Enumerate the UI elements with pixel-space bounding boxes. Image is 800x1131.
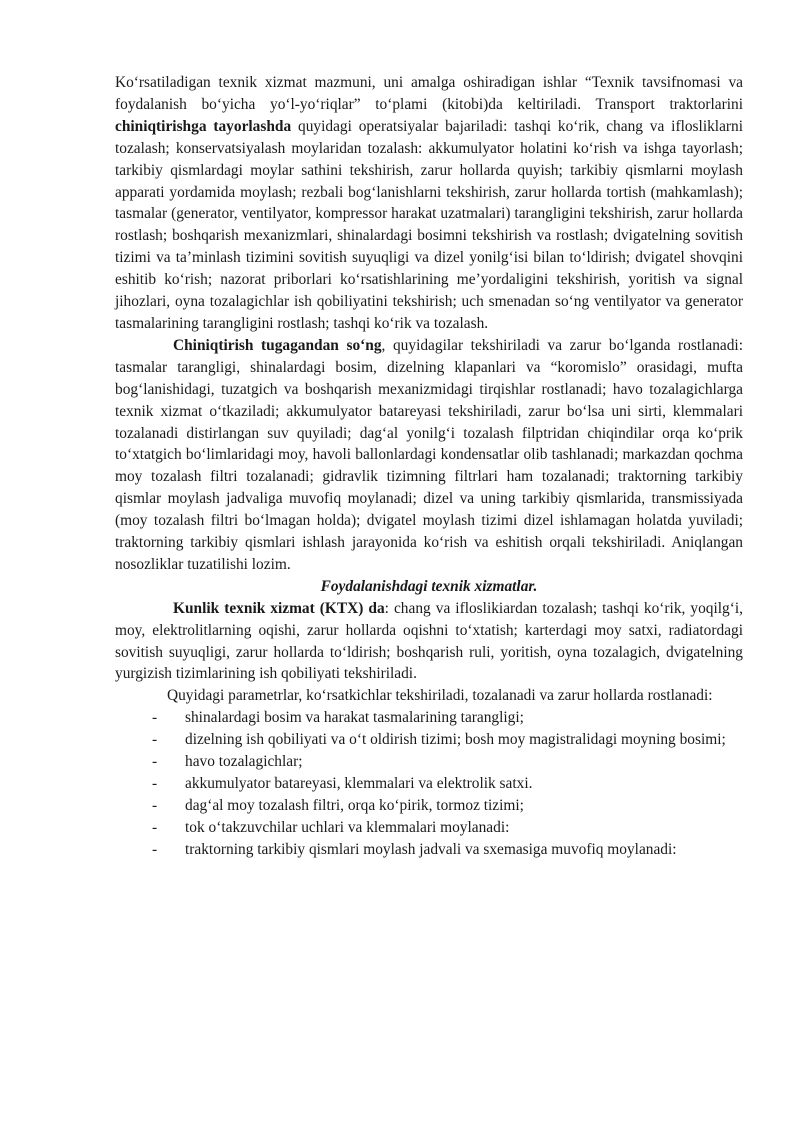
list-item-text: havo tozalagichlar; — [185, 753, 303, 771]
paragraph-after-hardening — [115, 335, 743, 576]
list-item — [115, 751, 743, 773]
list-item-text: tok oʻtakzuvchilar uchlari va klemmalari moylanadi: — [185, 818, 510, 836]
list-dash: - — [152, 709, 158, 727]
list-item — [115, 839, 743, 861]
list-item-text: traktorning tarkibiy qismlari moylash jadvali va sxemasiga muvofiq moylanadi: — [185, 840, 677, 858]
list-dash: - — [152, 753, 158, 771]
list-dash: - — [152, 796, 158, 814]
paragraph-parameters: Quyidagi parametrlar, koʻrsatkichlar tekshiriladi, tozalanadi va zarur hollarda rostlanadi: — [167, 687, 713, 705]
list-dash: - — [152, 840, 158, 858]
section-heading: Foydalanishdagi texnik xizmatlar. — [320, 577, 538, 595]
list-item — [115, 795, 743, 817]
paragraph-daily-service — [115, 598, 743, 686]
list-item — [115, 707, 743, 729]
list-item-text: dagʻal moy tozalash filtri, orqa koʻpirik, tormoz tizimi; — [185, 796, 524, 814]
paragraph-daily-service-text: : chang va ifloslikiardan tozalash; tashqi koʻrik, yoqilgʻi, moy, elektrolitlarning oqishi, zarur hollarda oqishni toʻxtatish; karterdagi moy satxi, radiatordagi sovitish suyuqligi, zarur hollarda toʻldirish; boshqarish ruli, yoritish, oyna tozalagich, dvigatelning yurgizish tizimlarining ish qobiliyati tekshiriladi. — [115, 599, 743, 683]
list-item-text: dizelning ish qobiliyati va oʻt oldirish tizimi; bosh moy magistralidagi moyning bosimi; — [185, 731, 726, 749]
paragraph-intro-text-2: quyidagi operatsiyalar bajariladi: tashqi koʻrik, chang va iflosliklarni tozalash; konservatsiyalash moylaridan tozalash: akkumulyator holatini koʻrish va ishga tayorlash; tarkibiy qismlardagi moylar sathini tekshirish, zarur hollarda quyish; tarkibiy qismlarni moylash apparati yordamida moylash; rezbali bogʻlanishlarni tekshirish, zarur hollarda tortish (mahkamlash); tasmalar (generator, ventilyator, kompressor harakat uzatmalari) tarangligini tekshirish, zarur hollarda rostlash; boshqarish mexanizmlari, shinalardagi bosimni tekshirish va rostlash; dvigatelning sovitish tizimi va taʼminlash tizimini sovitish suyuqligi va dizel yonilgʻisi bilan toʻldirish; dvigatel shovqini eshitib koʻrish; nazorat priborlari koʻrsatishlarining meʼyordaligini tekshirish, yoritish va signal jihozlari, oyna tozalagichlar ish qobiliyatini tekshirish; uch smenadan soʻng ventilyator va generator tasmalarining tarangligini rostlash; tashqi koʻrik va tozalash. — [115, 117, 743, 332]
list-dash: - — [152, 775, 158, 792]
paragraph-after-hardening-bold: Chiniqtirish tugagandan soʻng — [173, 336, 382, 354]
list-item-text: akkumulyator batareyasi, klemmalari va elektrolik satxi. — [185, 775, 533, 792]
paragraph-daily-service-bold: Kunlik texnik xizmat (KTX) da — [173, 599, 385, 617]
list-item — [115, 773, 743, 795]
list-dash: - — [152, 818, 158, 836]
paragraph-intro-text-1: Koʻrsatiladigan texnik xizmat mazmuni, uni amalga oshiradigan ishlar “Texnik tavsifnomasi va foydalanish boʻyicha yoʻl-yoʻriqlar” toʻplami (kitobi)da keltiriladi. Transport traktorlarini — [115, 74, 743, 113]
document-page — [115, 72, 743, 861]
list-item — [115, 729, 743, 751]
list-item — [115, 817, 743, 839]
paragraph-intro — [115, 72, 743, 335]
parameter-list — [115, 707, 743, 860]
paragraph-intro-bold: chiniqtirishga tayorlashda — [115, 117, 292, 135]
list-dash: - — [152, 731, 158, 749]
paragraph-after-hardening-text: , quyidagilar tekshiriladi va zarur boʻlganda rostlanadi: tasmalar tarangligi, shinalardagi bosim, dizelning klapanlari va “koromislo” orasidagi, mufta bogʻlanishidagi, tuzatgich va boshqarish mexanizmidagi tirqishlar rostlanadi; havo tozalagichlarga texnik xizmat oʻtkaziladi; akkumulyator batareyasi tekshiriladi, zarur boʻlsa uni sirti, klemmalari tozalanadi distirlangan suv quyiladi; dagʻal yonilgʻi tozalash filptridan chiqindilar orqa koʻprik toʻxtatgich boʻlimlaridagi moy, havoli ballonlardagi kondensatlar olib tashlanadi; markazdan qochma moy tozalash filtri tozalanadi; gidravlik tizimning filtrlari ham tozalanadi; traktorning tarkibiy qismlar moylash jadvaliga muvofiq moylanadi; dizel va uning tarkibiy qismlarida, transmissiyada (moy tozalash filtri boʻlmagan holda); dvigatel moylash tizimi dizel ishlamagan holatda yuviladi; traktorning tarkibiy qismlari ishlash jarayonida koʻrish va eshitish orqali tekshiriladi. Aniqlangan nosozliklar tuzatilishi lozim. — [115, 336, 743, 573]
list-item-text: shinalardagi bosim va harakat tasmalarining tarangligi; — [185, 709, 524, 727]
